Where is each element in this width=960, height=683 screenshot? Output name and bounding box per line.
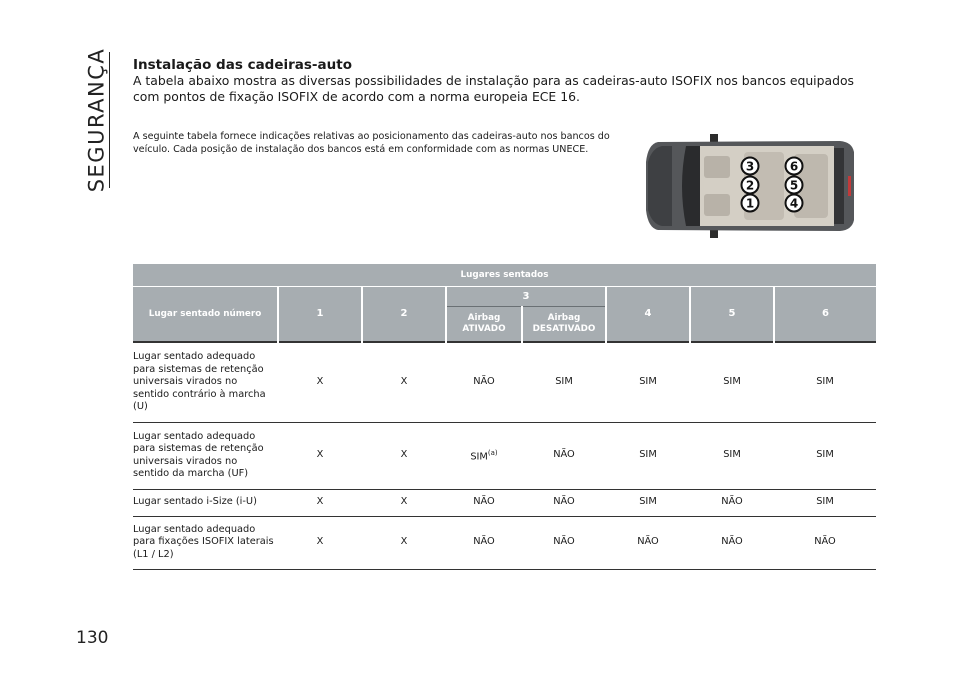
cell-seat-3-airbag-off: NÃO (522, 516, 606, 569)
cell-seat-3-airbag-off: NÃO (522, 422, 606, 489)
seat-header-4: 4 (606, 286, 690, 342)
section-divider (109, 52, 110, 188)
cell-seat-3-airbag-off: SIM (522, 342, 606, 422)
table-row (133, 516, 876, 569)
row-label: Lugar sentado adequado para sistemas de retenção universais virados no sentido contrário à marcha (U) (133, 342, 278, 422)
cell-seat-2: X (362, 422, 446, 489)
cell-seat-3-airbag-on (446, 422, 522, 489)
cell-seat-1: X (278, 342, 362, 422)
seat-marker-2-label: 2 (745, 178, 755, 193)
cell-seat-5: SIM (690, 422, 774, 489)
section-title (76, 47, 116, 193)
cell-seat-1: X (278, 516, 362, 569)
isofix-compatibility-table (133, 264, 876, 570)
rear-light (848, 176, 851, 196)
seat-header-6: 6 (774, 286, 876, 342)
cell-seat-4: SIM (606, 422, 690, 489)
intro-paragraph: A tabela abaixo mostra as diversas possibilidades de instalação para as cadeiras-auto ISOFIX nos bancos equipados com pontos de fixação ISOFIX de acordo com a norma europeia ECE 16. (133, 73, 854, 104)
cell-seat-3-airbag-off: NÃO (522, 489, 606, 516)
seat-marker-3-label: 3 (745, 159, 755, 174)
seat-marker-6-label: 6 (789, 159, 799, 174)
seat-marker-3 (742, 158, 759, 175)
cell-seat-5: SIM (690, 342, 774, 422)
row-label: Lugar sentado adequado para fixações ISOFIX laterais (L1 / L2) (133, 516, 278, 569)
footnote-marker: (a) (487, 449, 498, 458)
row-label: Lugar sentado i-Size (i-U) (133, 489, 278, 516)
right-mirror (710, 229, 718, 238)
cell-seat-4: SIM (606, 489, 690, 516)
windshield (682, 146, 700, 226)
seat-marker-1 (742, 195, 759, 212)
seat-header-5: 5 (690, 286, 774, 342)
cell-seat-4: NÃO (606, 516, 690, 569)
cell-seat-2: X (362, 489, 446, 516)
car-top-view-diagram (644, 132, 856, 240)
cell-seat-6: SIM (774, 342, 876, 422)
seat-marker-2 (742, 177, 759, 194)
cell-seat-6: SIM (774, 489, 876, 516)
seat-marker-4-label: 4 (789, 196, 799, 211)
cell-seat-6: NÃO (774, 516, 876, 569)
table-row (133, 422, 876, 489)
section-title-text: SEGURANÇA (84, 47, 108, 193)
cell-value: SIM (470, 451, 488, 463)
cell-seat-2: X (362, 516, 446, 569)
cell-seat-4: SIM (606, 342, 690, 422)
cell-seat-1: X (278, 422, 362, 489)
cell-seat-5: NÃO (690, 516, 774, 569)
page-number: 130 (76, 628, 109, 648)
cell-seat-1: X (278, 489, 362, 516)
seat-3-airbag-off-header: Airbag DESATIVADO (522, 306, 606, 342)
cell-seat-2: X (362, 342, 446, 422)
table-group-header: Lugares sentados (133, 264, 876, 286)
seat-header-2: 2 (362, 286, 446, 342)
row-label: Lugar sentado adequado para sistemas de retenção universais virados no sentido da marcha (UF) (133, 422, 278, 489)
left-mirror (710, 134, 718, 143)
seat-marker-6 (786, 158, 803, 175)
cell-seat-3-airbag-on: NÃO (446, 342, 522, 422)
seat-marker-5 (786, 177, 803, 194)
front-seat-right (704, 194, 730, 216)
rear-window (834, 148, 844, 224)
seat-number-header: Lugar sentado número (133, 286, 278, 342)
table-row (133, 342, 876, 422)
seat-header-1: 1 (278, 286, 362, 342)
seat-header-3: 3 (446, 286, 606, 306)
cell-seat-3-airbag-on: NÃO (446, 489, 522, 516)
front-seat-left (704, 156, 730, 178)
seat-marker-4 (786, 195, 803, 212)
seat-3-airbag-on-header: Airbag ATIVADO (446, 306, 522, 342)
table-row (133, 489, 876, 516)
seat-marker-5-label: 5 (789, 178, 799, 193)
cell-seat-3-airbag-on: NÃO (446, 516, 522, 569)
cell-seat-5: NÃO (690, 489, 774, 516)
cell-seat-6: SIM (774, 422, 876, 489)
seat-marker-1-label: 1 (745, 196, 755, 211)
car-hood (648, 146, 672, 226)
table-description: A seguinte tabela fornece indicações relativas ao posicionamento das cadeiras-auto nos bancos do veículo. Cada posição de instalação dos bancos está em conformidade com as normas UNECE. (133, 131, 610, 155)
page-heading: Instalação das cadeiras-auto (133, 57, 352, 73)
